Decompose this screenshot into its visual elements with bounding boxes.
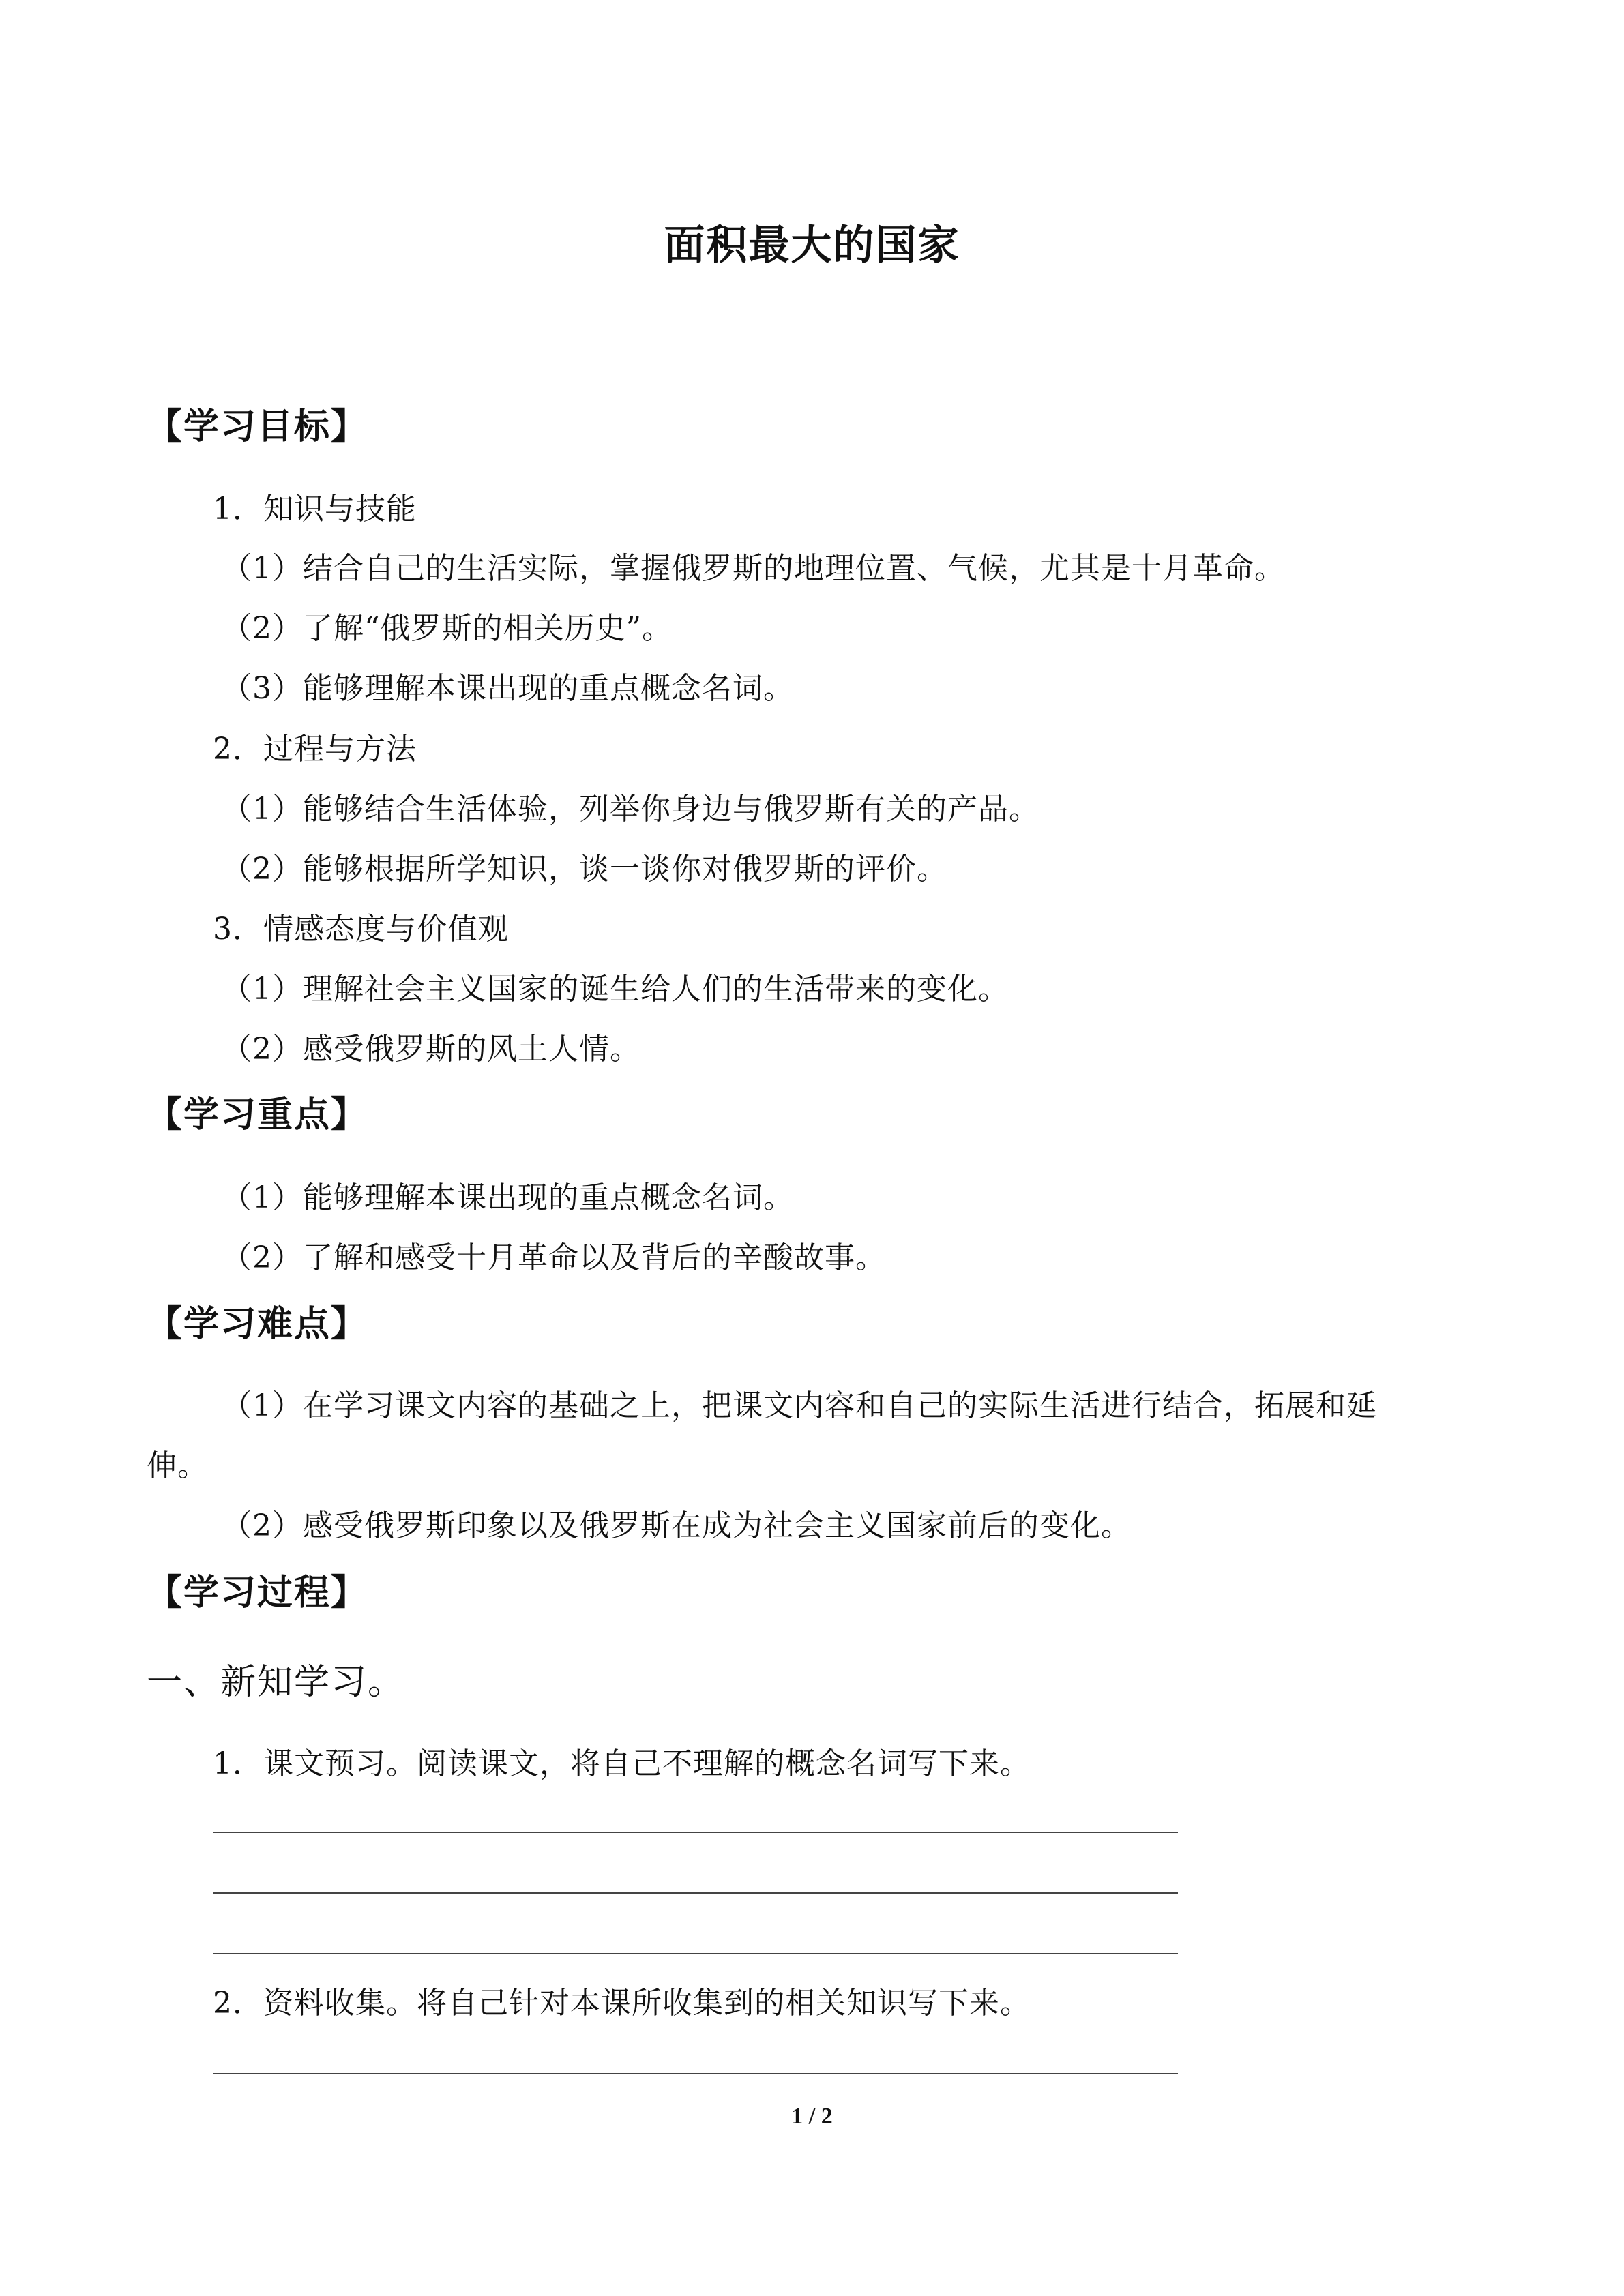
task-1-text: 1．课文预习。阅读课文，将自己不理解的概念名词写下来。 (213, 1746, 1031, 1781)
difficulty-item-1-line-1: （1）在学习课文内容的基础之上，把课文内容和自己的实际生活进行结合，拓展和延 (222, 1388, 1377, 1423)
page-title: 面积最大的国家 (664, 222, 960, 269)
answer-line[interactable] (213, 1953, 1178, 1954)
answer-line[interactable] (213, 2073, 1178, 2074)
knowledge-item-3: （3）能够理解本课出现的重点概念名词。 (222, 671, 794, 706)
process-heading: 【学习过程】 (147, 1572, 368, 1613)
knowledge-skills-label: 1．知识与技能 (213, 492, 417, 526)
difficulty-item-1-line-2: 伸。 (147, 1448, 208, 1483)
process-item-2: （2）能够根据所学知识，谈一谈你对俄罗斯的评价。 (222, 852, 947, 886)
knowledge-item-2: （2）了解“俄罗斯的相关历史”。 (222, 611, 673, 646)
task-2-text: 2．资料收集。将自己针对本课所收集到的相关知识写下来。 (213, 1986, 1031, 2021)
key-point-item-1: （1）能够理解本课出现的重点概念名词。 (222, 1180, 794, 1215)
attitude-item-2: （2）感受俄罗斯的风土人情。 (222, 1032, 640, 1067)
part-one-title: 一、新知学习。 (147, 1662, 405, 1703)
answer-line[interactable] (213, 1832, 1178, 1833)
attitude-values-label: 3．情感态度与价值观 (213, 912, 509, 946)
answer-line[interactable] (213, 1892, 1178, 1894)
process-methods-label: 2．过程与方法 (213, 732, 417, 766)
attitude-item-1: （1）理解社会主义国家的诞生给人们的生活带来的变化。 (222, 972, 1009, 1007)
difficulties-heading: 【学习难点】 (147, 1304, 368, 1345)
difficulty-item-2: （2）感受俄罗斯印象以及俄罗斯在成为社会主义国家前后的变化。 (222, 1508, 1132, 1543)
key-points-heading: 【学习重点】 (147, 1094, 368, 1135)
key-point-item-2: （2）了解和感受十月革命以及背后的辛酸故事。 (222, 1240, 886, 1275)
page-number: 1 / 2 (791, 2104, 833, 2129)
process-item-1: （1）能够结合生活体验，列举你身边与俄罗斯有关的产品。 (222, 792, 1039, 826)
objectives-heading: 【学习目标】 (147, 406, 368, 447)
knowledge-item-1: （1）结合自己的生活实际，掌握俄罗斯的地理位置、气候，尤其是十月革命。 (222, 551, 1285, 586)
